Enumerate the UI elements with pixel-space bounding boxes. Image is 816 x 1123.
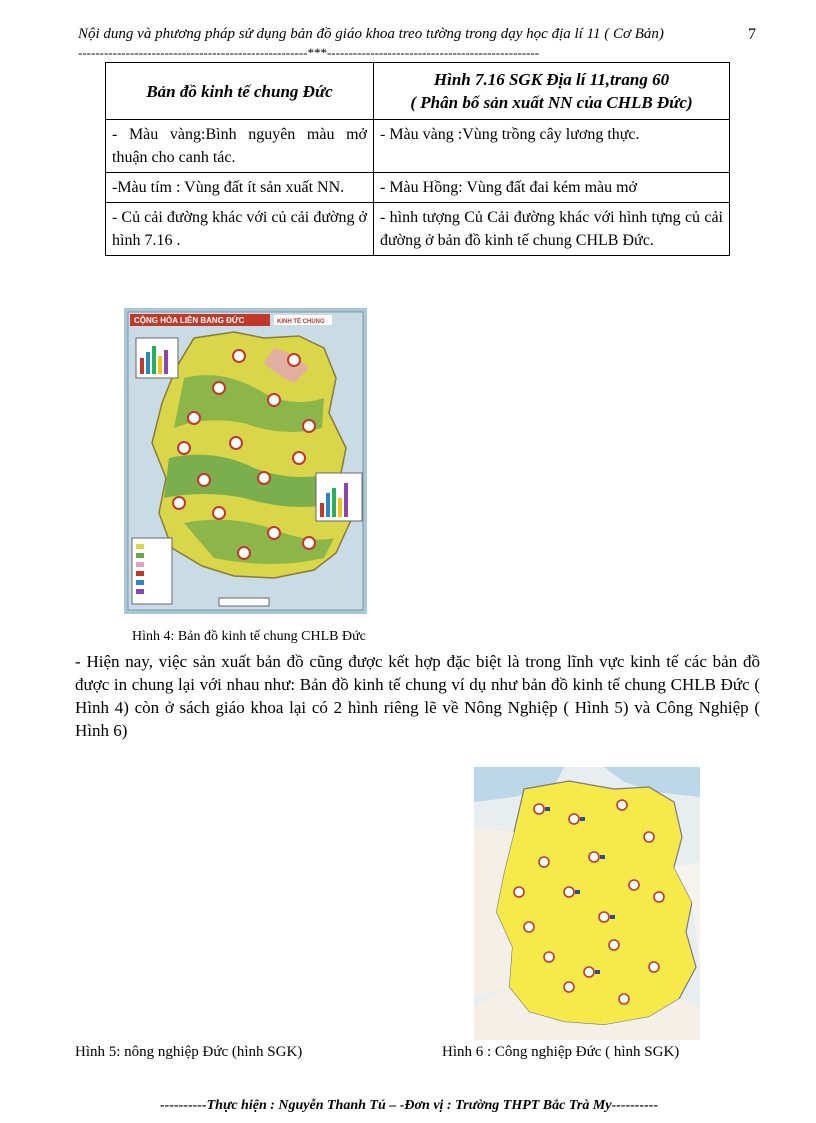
figure6-caption: Hình 6 : Công nghiệp Đức ( hình SGK): [442, 1044, 680, 1060]
table-row: [106, 203, 730, 256]
page-footer: ----------Thực hiện : Nguyễn Thanh Tú – -Đơn vị : Trường THPT Bắc Trà My----------: [160, 1098, 659, 1113]
page-number: 7: [748, 26, 756, 43]
map-title-text: CỘNG HÒA LIÊN BANG ĐỨC: [134, 316, 245, 325]
table-cell: - Màu Hồng: Vùng đất đai kém màu mở: [374, 173, 730, 203]
figure4-caption: Hình 4: Bản đồ kinh tế chung CHLB Đức: [132, 629, 366, 644]
table-cell: - hình tượng Củ Cải đường khác với hình tựng củ cải đường ở bản đồ kinh tế chung CHLB Đức.: [374, 203, 730, 256]
table-row: [106, 120, 730, 173]
table-cell: - Màu vàng:Bình nguyên màu mở thuận cho canh tác.: [106, 120, 374, 173]
comparison-table: [105, 62, 730, 256]
germany-economic-map-image: [124, 308, 367, 614]
table-header-col2-line1: Hình 7.16 SGK Địa lí 11,trang 60: [433, 70, 670, 89]
map-subtitle-text: KINH TẾ CHUNG: [277, 319, 325, 325]
table-header-col1: Bản đồ kinh tế chung Đức: [106, 63, 374, 120]
figure5-caption: Hình 5: nông nghiệp Đức (hình SGK): [75, 1044, 303, 1060]
body-paragraph: - Hiện nay, việc sản xuất bản đồ cũng được kết hợp đặc biệt là trong lĩnh vực kinh tế các bản đồ được in chung lại với nhau như: Bản đồ kinh tế chung ví dụ như bản đồ kinh tế chung CHLB Đức ( Hình 4) còn ở sách giáo khoa lại có 2 hình riêng lẽ về Nông Nghiệp ( Hình 5) và Công Nghiệp ( Hình 6): [75, 652, 760, 740]
germany-industry-map-image: [474, 767, 700, 1040]
header-separator: -----------------------------------------------------***-------------------------------------------------: [78, 45, 540, 60]
table-cell: - Củ cải đường khác với củ cải đường ở hình 7.16 .: [106, 203, 374, 256]
table-header-col2: [374, 63, 730, 120]
table-row: [106, 173, 730, 203]
table-cell: - Màu vàng :Vùng trồng cây lương thực.: [374, 120, 730, 173]
table-header-col2-line2: ( Phân bố sản xuất NN của CHLB Đức): [410, 93, 693, 112]
page-header-title: Nội dung và phương pháp sử dụng bản đồ giáo khoa treo tường trong dạy học địa lí 11 ( Cơ Bản): [78, 26, 664, 42]
table-cell: -Màu tím : Vùng đất ít sản xuất NN.: [106, 173, 374, 203]
table-header-row: [106, 63, 730, 120]
